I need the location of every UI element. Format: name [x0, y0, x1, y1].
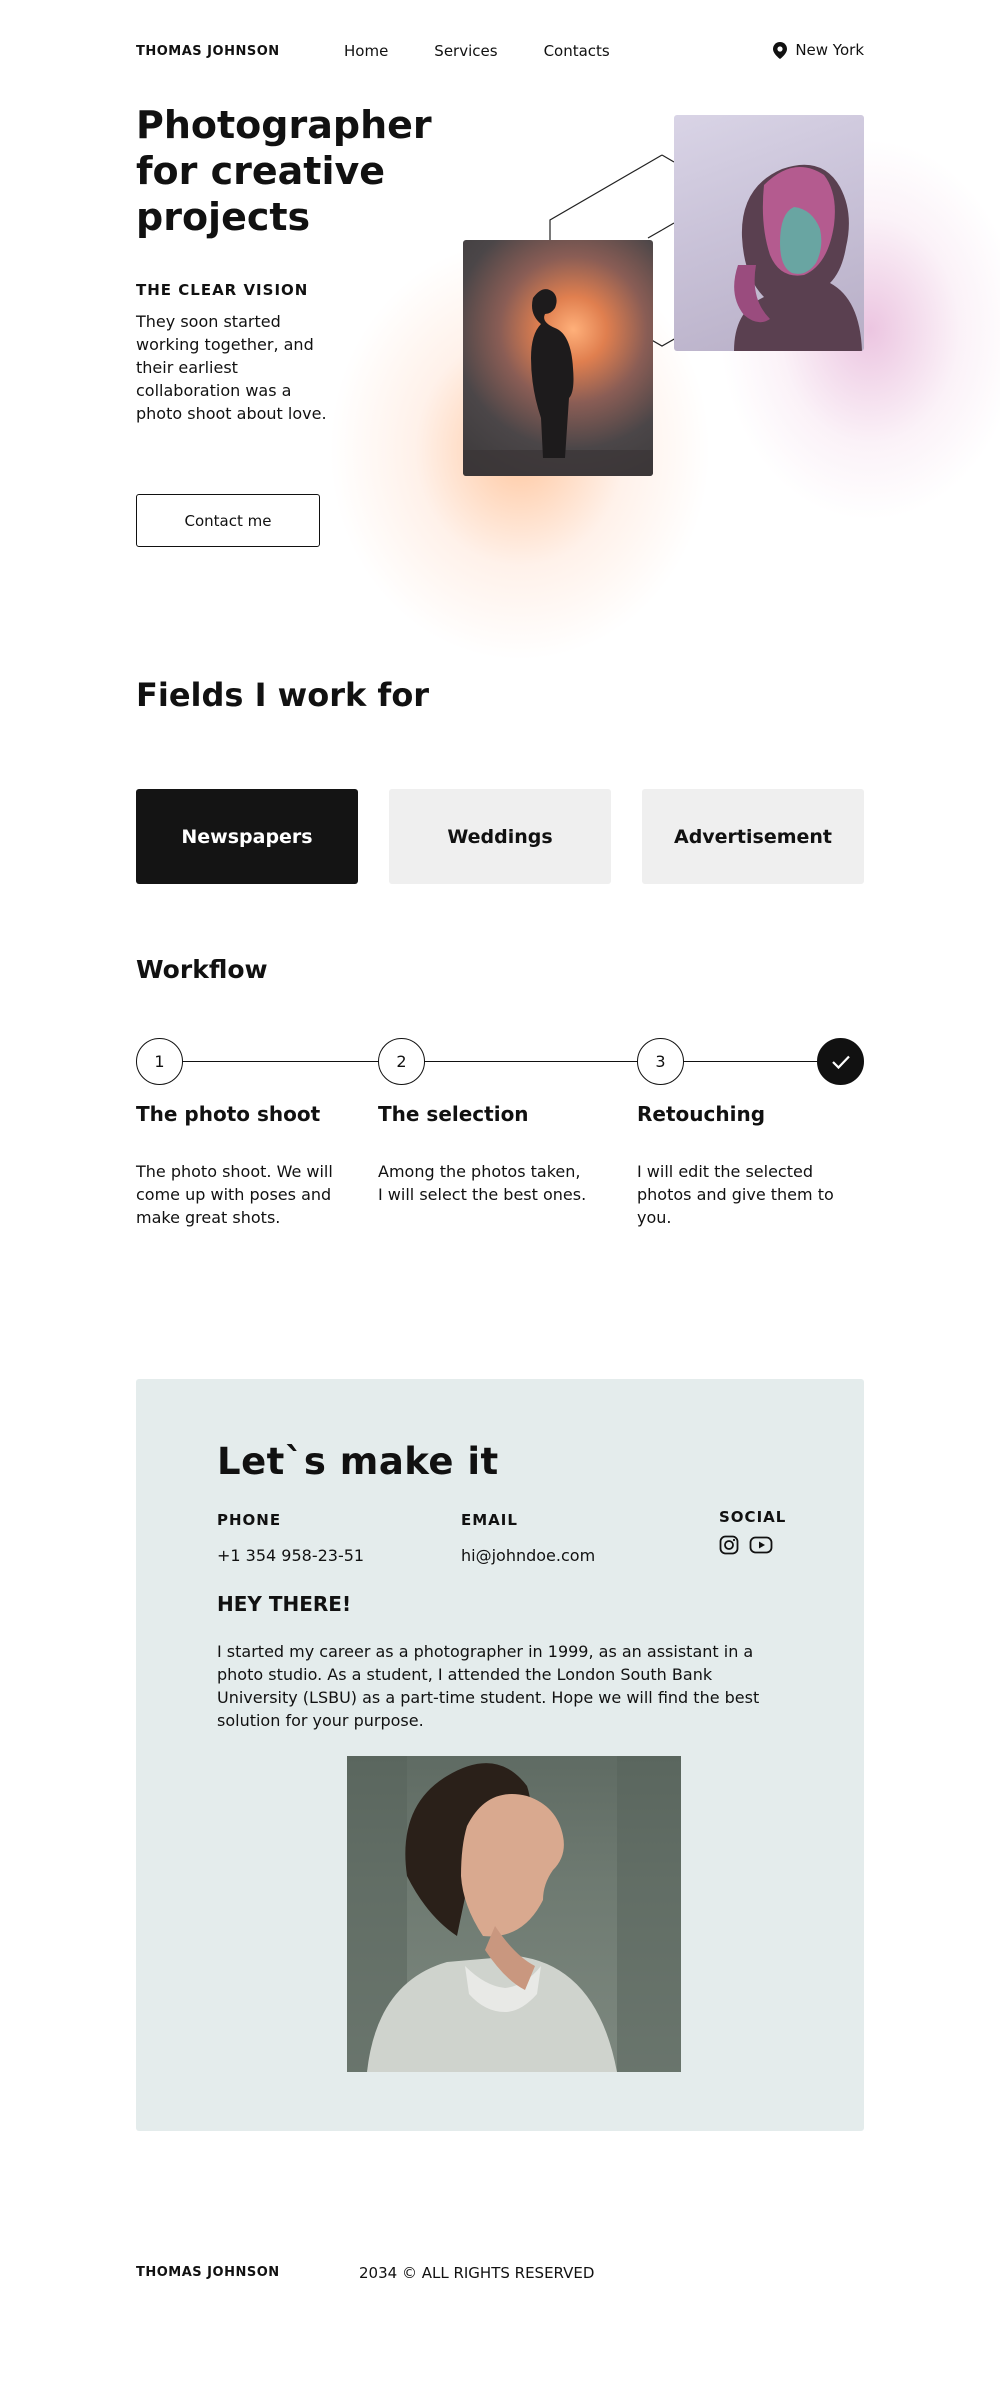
portrait-woman-photo [674, 115, 864, 351]
email-value[interactable]: hi@johndoe.com [461, 1546, 596, 1565]
step-1-number: 1 [136, 1038, 183, 1085]
man-figure [347, 1756, 681, 2072]
step-3-text: I will edit the selected photos and give them to you. [637, 1162, 834, 1227]
checkmark-icon [831, 1054, 851, 1070]
contact-me-button[interactable]: Contact me [136, 494, 320, 547]
footer-brand[interactable]: THOMAS JOHNSON [136, 2265, 280, 2280]
location-label: New York [795, 41, 864, 59]
workflow-line [160, 1061, 840, 1062]
footer-copyright: 2034 © ALL RIGHTS RESERVED [359, 2264, 595, 2282]
nav-contacts[interactable]: Contacts [543, 42, 610, 60]
step-1-title: The photo shoot [136, 1102, 321, 1126]
instagram-icon[interactable] [719, 1535, 739, 1555]
portrait-man-photo [347, 1756, 681, 2072]
step-2-text: Among the photos taken, I will select the best ones. [378, 1162, 587, 1204]
phone-label: PHONE [217, 1511, 282, 1529]
field-card-advertisement[interactable]: Advertisement [642, 789, 864, 884]
site-header [0, 0, 1000, 100]
step-done [817, 1038, 864, 1085]
silhouette-figure [463, 240, 653, 476]
hero-title: Photographer for creative projects [136, 103, 432, 239]
youtube-icon[interactable] [749, 1535, 773, 1555]
field-card-newspapers[interactable]: Newspapers [136, 789, 358, 884]
step-2-title: The selection [378, 1102, 529, 1126]
social-label: SOCIAL [719, 1508, 787, 1526]
hey-heading: HEY THERE! [217, 1592, 352, 1616]
main-nav [344, 42, 610, 60]
vision-heading: THE CLEAR VISION [136, 281, 309, 299]
brand-logo[interactable]: THOMAS JOHNSON [136, 44, 280, 59]
fields-title: Fields I work for [136, 676, 430, 714]
step-1-text: The photo shoot. We will come up with poses and make great shots. [136, 1162, 333, 1227]
step-3-title: Retouching [637, 1102, 766, 1126]
bio-text: I started my career as a photographer in 1999, as an assistant in a photo studio. As a student, I attended the London South Bank University (LSBU) as a part-time student. Hope we will find the best solution for your purpose. [217, 1642, 760, 1730]
contact-title: Let`s make it [217, 1440, 499, 1483]
field-card-weddings[interactable]: Weddings [389, 789, 611, 884]
location-pin-icon [773, 42, 787, 59]
location [773, 41, 864, 59]
woman-figure [674, 115, 864, 351]
nav-home[interactable]: Home [344, 42, 389, 60]
phone-value[interactable]: +1 354 958-23-51 [217, 1546, 365, 1565]
step-2-number: 2 [378, 1038, 425, 1085]
workflow-title: Workflow [136, 955, 268, 984]
step-3-number: 3 [637, 1038, 684, 1085]
vision-text: They soon started working together, and their earliest collaboration was a photo shoot about love. [136, 312, 327, 423]
silhouette-photo [463, 240, 653, 476]
social-links [719, 1535, 773, 1555]
nav-services[interactable]: Services [434, 42, 498, 60]
email-label: EMAIL [461, 1511, 518, 1529]
